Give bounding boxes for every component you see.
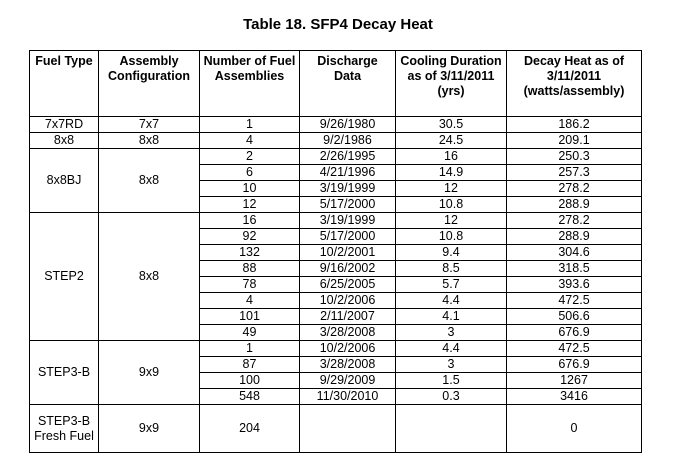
decay-heat-cell: 304.6 (507, 245, 642, 261)
fuel-type-cell: 8x8BJ (30, 149, 99, 213)
assemblies-cell: 4 (200, 133, 300, 149)
fuel-type-cell: STEP3-B Fresh Fuel (30, 405, 99, 453)
assemblies-cell: 88 (200, 261, 300, 277)
discharge-cell: 9/29/2009 (300, 373, 396, 389)
decay-heat-cell: 186.2 (507, 117, 642, 133)
discharge-cell: 9/26/1980 (300, 117, 396, 133)
cooling-cell: 24.5 (396, 133, 507, 149)
assemblies-cell: 6 (200, 165, 300, 181)
decay-heat-cell: 278.2 (507, 181, 642, 197)
fuel-type-cell: 7x7RD (30, 117, 99, 133)
cooling-cell: 14.9 (396, 165, 507, 181)
header-decay-heat: Decay Heat as of 3/11/2011 (watts/assembly) (507, 51, 642, 117)
discharge-cell: 10/2/2001 (300, 245, 396, 261)
decay-heat-cell: 472.5 (507, 293, 642, 309)
cooling-cell: 3 (396, 325, 507, 341)
discharge-cell: 10/2/2006 (300, 341, 396, 357)
assembly-config-cell: 9x9 (99, 341, 200, 405)
header-row (30, 51, 642, 117)
discharge-cell (300, 405, 396, 453)
header-cooling-duration: Cooling Duration as of 3/11/2011 (yrs) (396, 51, 507, 117)
decay-heat-cell: 676.9 (507, 325, 642, 341)
discharge-cell: 5/17/2000 (300, 229, 396, 245)
assemblies-cell: 78 (200, 277, 300, 293)
cooling-cell: 3 (396, 357, 507, 373)
discharge-cell: 3/28/2008 (300, 357, 396, 373)
decay-heat-cell: 278.2 (507, 213, 642, 229)
assemblies-cell: 1 (200, 117, 300, 133)
cooling-cell: 0.3 (396, 389, 507, 405)
discharge-cell: 3/28/2008 (300, 325, 396, 341)
assemblies-cell: 2 (200, 149, 300, 165)
header-fuel-type: Fuel Type (30, 51, 99, 117)
cooling-cell: 5.7 (396, 277, 507, 293)
cooling-cell: 4.4 (396, 293, 507, 309)
table-row (30, 133, 642, 149)
assemblies-cell: 100 (200, 373, 300, 389)
decay-heat-cell: 3416 (507, 389, 642, 405)
cooling-cell: 30.5 (396, 117, 507, 133)
decay-heat-cell: 257.3 (507, 165, 642, 181)
fuel-type-cell: STEP2 (30, 213, 99, 341)
discharge-cell: 3/19/1999 (300, 213, 396, 229)
discharge-cell: 11/30/2010 (300, 389, 396, 405)
discharge-cell: 9/2/1986 (300, 133, 396, 149)
cooling-cell: 4.1 (396, 309, 507, 325)
assemblies-cell: 101 (200, 309, 300, 325)
table-row (30, 341, 642, 357)
assemblies-cell: 10 (200, 181, 300, 197)
discharge-cell: 5/17/2000 (300, 197, 396, 213)
decay-heat-cell: 250.3 (507, 149, 642, 165)
decay-heat-cell: 209.1 (507, 133, 642, 149)
discharge-cell: 2/11/2007 (300, 309, 396, 325)
fuel-type-cell: 8x8 (30, 133, 99, 149)
cooling-cell: 10.8 (396, 229, 507, 245)
table-row (30, 405, 642, 453)
discharge-cell: 2/26/1995 (300, 149, 396, 165)
cooling-cell: 9.4 (396, 245, 507, 261)
header-discharge-data: Discharge Data (300, 51, 396, 117)
decay-heat-cell: 393.6 (507, 277, 642, 293)
header-assembly-configuration: Assembly Configuration (99, 51, 200, 117)
decay-heat-cell: 288.9 (507, 229, 642, 245)
decay-heat-cell: 506.6 (507, 309, 642, 325)
cooling-cell: 12 (396, 213, 507, 229)
decay-heat-cell: 0 (507, 405, 642, 453)
header-number-of-assemblies: Number of Fuel Assemblies (200, 51, 300, 117)
discharge-cell: 10/2/2006 (300, 293, 396, 309)
assemblies-cell: 1 (200, 341, 300, 357)
assembly-config-cell: 8x8 (99, 213, 200, 341)
decay-heat-cell: 1267 (507, 373, 642, 389)
fuel-type-cell: STEP3-B (30, 341, 99, 405)
cooling-cell: 4.4 (396, 341, 507, 357)
assemblies-cell: 87 (200, 357, 300, 373)
assemblies-cell: 132 (200, 245, 300, 261)
table-row (30, 149, 642, 165)
table-title: Table 18. SFP4 Decay Heat (243, 16, 433, 33)
discharge-cell: 3/19/1999 (300, 181, 396, 197)
cooling-cell: 16 (396, 149, 507, 165)
assemblies-cell: 4 (200, 293, 300, 309)
discharge-cell: 6/25/2005 (300, 277, 396, 293)
assembly-config-cell: 8x8 (99, 149, 200, 213)
assemblies-cell: 548 (200, 389, 300, 405)
cooling-cell (396, 405, 507, 453)
cooling-cell: 1.5 (396, 373, 507, 389)
assembly-config-cell: 9x9 (99, 405, 200, 453)
decay-heat-table (29, 50, 642, 453)
table-row (30, 117, 642, 133)
assembly-config-cell: 8x8 (99, 133, 200, 149)
table-row (30, 213, 642, 229)
assemblies-cell: 92 (200, 229, 300, 245)
decay-heat-cell: 318.5 (507, 261, 642, 277)
assemblies-cell: 16 (200, 213, 300, 229)
assemblies-cell: 49 (200, 325, 300, 341)
cooling-cell: 10.8 (396, 197, 507, 213)
cooling-cell: 12 (396, 181, 507, 197)
assemblies-cell: 12 (200, 197, 300, 213)
decay-heat-cell: 676.9 (507, 357, 642, 373)
decay-heat-cell: 472.5 (507, 341, 642, 357)
discharge-cell: 9/16/2002 (300, 261, 396, 277)
decay-heat-cell: 288.9 (507, 197, 642, 213)
assemblies-cell: 204 (200, 405, 300, 453)
discharge-cell: 4/21/1996 (300, 165, 396, 181)
assembly-config-cell: 7x7 (99, 117, 200, 133)
cooling-cell: 8.5 (396, 261, 507, 277)
table-body (30, 117, 642, 453)
